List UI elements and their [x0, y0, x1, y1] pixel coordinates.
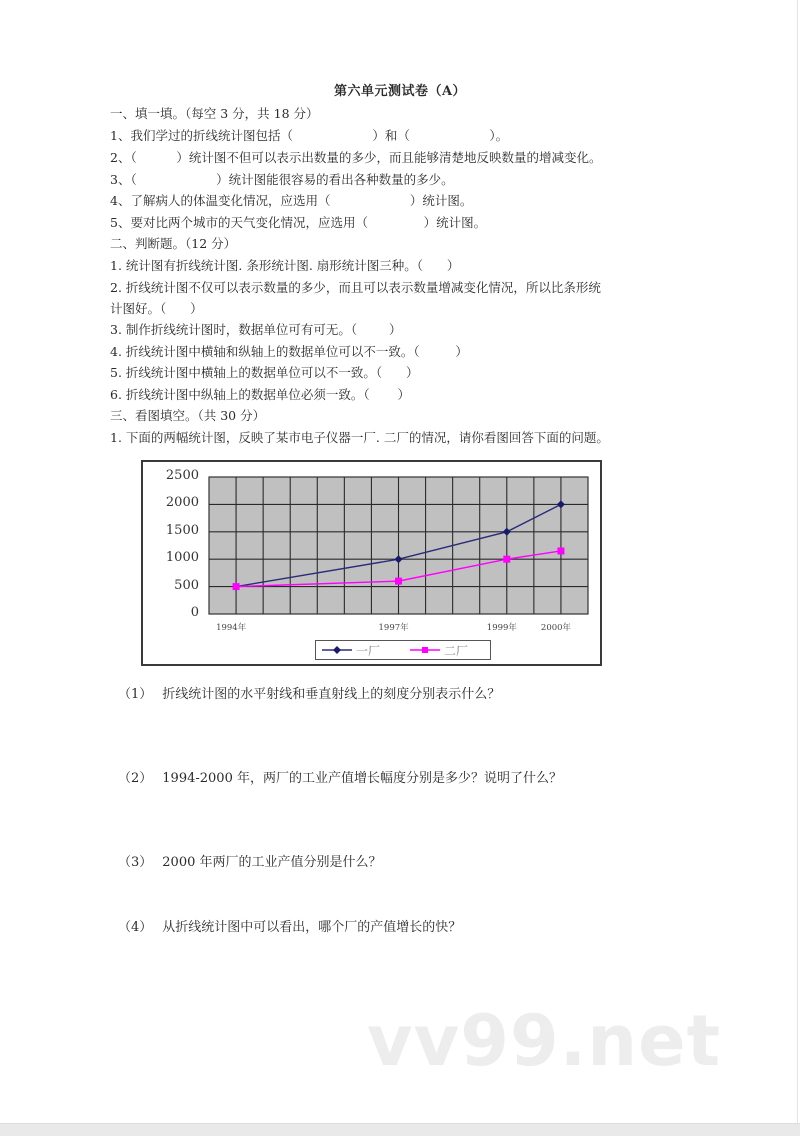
section-3-heading: 三、看图填空。（共 30 分）: [110, 408, 266, 423]
page-title: 第六单元测试卷（A）: [333, 84, 467, 99]
question-3-number: （3）: [118, 855, 153, 870]
legend-label-factory-1: 一厂: [356, 644, 381, 658]
judge-item-1: 1. 统计图有折线统计图. 条形统计图. 扇形统计图三种。（ ）: [110, 258, 460, 273]
square-marker-icon: [422, 647, 428, 653]
y-tick-label: 1000: [165, 550, 199, 566]
question-3: [118, 851, 382, 870]
question-3-text: 2000 年两厂的工业产值分别是什么？: [162, 855, 382, 870]
question-4-number: （4）: [118, 920, 153, 935]
fill-item-3: 3、（ ）统计图能很容易的看出各种数量的多少。: [110, 172, 454, 187]
question-1: [118, 683, 500, 702]
fill-item-5: 5、要对比两个城市的天气变化情况，应选用（ ）统计图。: [110, 215, 487, 230]
chart-intro: 1. 下面的两幅统计图，反映了某市电子仪器一厂. 二厂的情况，请你看图回答下面的问题。: [110, 430, 609, 445]
x-tick-label: 1994年: [216, 623, 247, 633]
y-tick-label: 1500: [165, 522, 199, 538]
judge-item-4: 4. 折线统计图中横轴和纵轴上的数据单位可以不一致。（ ）: [110, 344, 468, 359]
question-2-text: 1994-2000 年，两厂的工业产值增长幅度分别是多少？说明了什么？: [162, 771, 562, 786]
y-tick-label: 0: [190, 605, 199, 620]
question-1-number: （1）: [118, 687, 153, 702]
judge-item-2: 2. 折线统计图不仅可以表示数量的多少，而且可以表示数量增减变化情况，所以比条形统: [110, 280, 601, 295]
question-1-text: 折线统计图的水平射线和垂直射线上的刻度分别表示什么？: [162, 687, 501, 702]
y-tick-label: 2500: [165, 468, 199, 483]
fill-item-2: 2、（ ）统计图不但可以表示出数量的多少，而且能够清楚地反映数量的增减变化。: [110, 150, 602, 165]
question-2: [118, 767, 562, 786]
x-tick-label: 2000年: [540, 623, 572, 633]
watermark: vv99.net: [367, 1000, 722, 1082]
judge-item-2-cont: 计图好。（ ）: [110, 301, 203, 316]
judge-item-6: 6. 折线统计图中纵轴上的数据单位必须一致。（ ）: [110, 387, 410, 402]
y-tick-label: 2000: [165, 495, 199, 511]
judge-item-3: 3. 制作折线统计图时，数据单位可有可无。（ ）: [110, 322, 402, 337]
line-chart: [141, 460, 602, 666]
page-bottom-edge: [0, 1123, 800, 1136]
chart-plot-area: [143, 462, 600, 664]
x-tick-label: 1999年: [486, 623, 517, 633]
section-1-heading: 一、填一填。（每空 3 分，共 18 分）: [110, 106, 319, 121]
x-tick-label: 1997年: [378, 623, 409, 633]
judge-item-5: 5. 折线统计图中横轴上的数据单位可以不一致。（ ）: [110, 365, 419, 380]
question-2-number: （2）: [118, 771, 153, 786]
fill-item-1: 1、我们学过的折线统计图包括（ ）和（ ）。: [110, 128, 509, 143]
fill-item-4: 4、了解病人的体温变化情况，应选用（ ）统计图。: [110, 193, 473, 208]
question-4-text: 从折线统计图中可以看出，哪个厂的产值增长的快？: [162, 920, 462, 935]
legend-label-factory-2: 二厂: [444, 644, 469, 658]
question-4: [118, 916, 461, 935]
y-tick-label: 500: [174, 577, 199, 593]
chart-legend: [315, 640, 491, 660]
section-2-heading: 二、判断题。（12 分）: [110, 236, 237, 251]
diamond-marker-icon: [333, 646, 341, 654]
